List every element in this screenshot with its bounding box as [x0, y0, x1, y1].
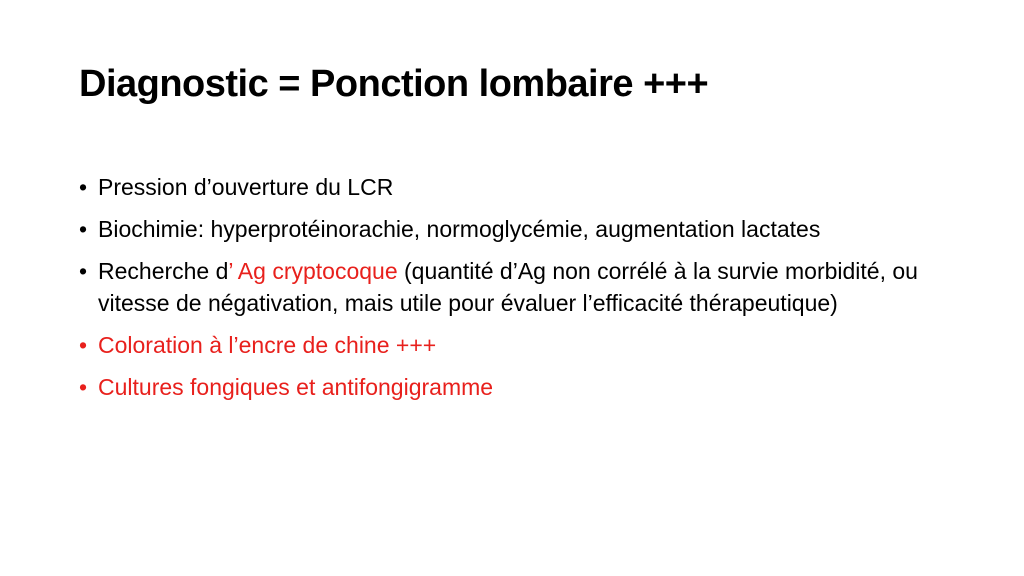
bullet-text: Cultures fongiques et antifongigramme: [98, 374, 494, 400]
bullet-item-coloration: [79, 329, 939, 361]
bullet-dot-icon: •: [79, 374, 88, 400]
bullet-dot-icon: •: [79, 174, 88, 200]
bullet-text-part1: Recherche d: [98, 258, 229, 284]
bullet-text: Pression d’ouverture du LCR: [98, 174, 394, 200]
slide-title: Diagnostic = Ponction lombaire +++: [79, 63, 709, 105]
bullet-item-pression: [79, 171, 939, 203]
bullet-text: Biochimie: hyperprotéinorachie, normoglycémie, augmentation lactates: [98, 216, 821, 242]
bullet-item-recherche: [79, 255, 939, 319]
bullet-dot-icon: •: [79, 332, 88, 358]
bullet-item-biochimie: [79, 213, 939, 245]
bullet-text-part3: (quantité d’Ag non corrélé à la survie morbidité, ou vitesse de négativation, mais utile pour évaluer l’efficacité thérapeutique): [98, 258, 918, 316]
bullet-dot-icon: •: [79, 216, 88, 242]
bullet-text: Coloration à l’encre de chine +++: [98, 332, 437, 358]
bullet-dot-icon: •: [79, 258, 88, 284]
bullet-item-cultures: [79, 371, 939, 403]
bullet-text-highlight: ’ Ag cryptocoque: [228, 258, 398, 284]
bullet-list: [79, 171, 939, 413]
